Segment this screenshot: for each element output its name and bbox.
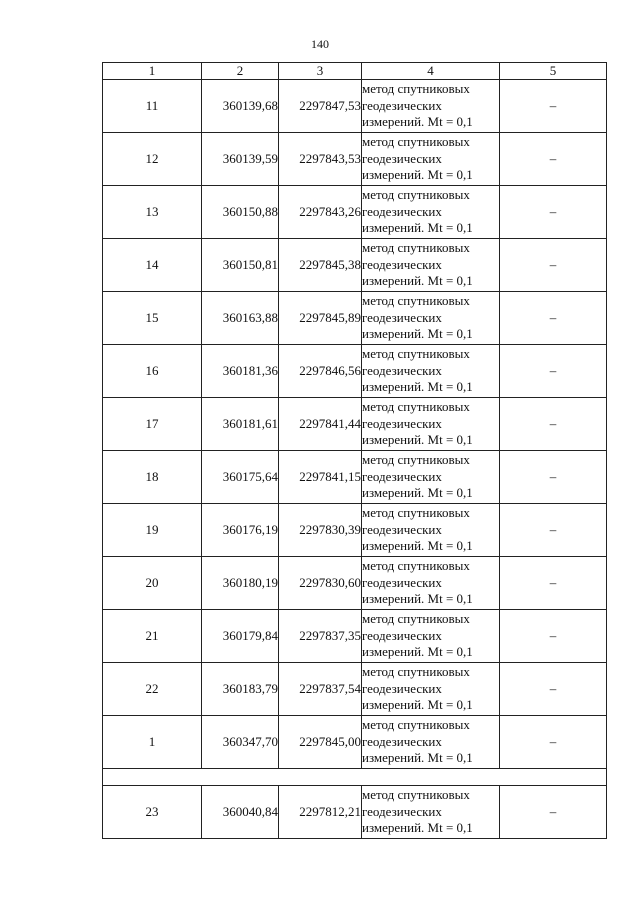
point-number: 19 <box>103 504 202 557</box>
x-coordinate: 360176,19 <box>202 504 279 557</box>
method-line: метод спутниковых <box>362 558 470 574</box>
method-line: геодезических <box>362 150 442 166</box>
point-number: 23 <box>103 786 202 839</box>
method-line: метод спутниковых <box>362 187 470 203</box>
y-coordinate: 2297843,53 <box>279 133 362 186</box>
method-line: геодезических <box>362 733 442 749</box>
method-cell <box>362 239 500 292</box>
table-row <box>103 557 607 610</box>
table-row <box>103 80 607 133</box>
note-cell: – <box>500 239 607 292</box>
method-line: метод спутниковых <box>362 399 470 415</box>
y-coordinate: 2297845,38 <box>279 239 362 292</box>
method-line: измерений. Mt = 0,1 <box>362 697 473 713</box>
note-cell: – <box>500 610 607 663</box>
note-cell: – <box>500 786 607 839</box>
method-line: метод спутниковых <box>362 293 470 309</box>
method-line: геодезических <box>362 256 442 272</box>
x-coordinate: 360139,68 <box>202 80 279 133</box>
method-line: метод спутниковых <box>362 346 470 362</box>
x-coordinate: 360150,88 <box>202 186 279 239</box>
spacer-cell <box>103 769 607 786</box>
method-line: измерений. Mt = 0,1 <box>362 167 473 183</box>
x-coordinate: 360040,84 <box>202 786 279 839</box>
table-row <box>103 239 607 292</box>
y-coordinate: 2297837,35 <box>279 610 362 663</box>
method-line: метод спутниковых <box>362 505 470 521</box>
table-row <box>103 345 607 398</box>
point-number: 16 <box>103 345 202 398</box>
note-cell: – <box>500 451 607 504</box>
note-cell: – <box>500 80 607 133</box>
method-line: геодезических <box>362 415 442 431</box>
note-cell: – <box>500 398 607 451</box>
table-row <box>103 610 607 663</box>
table-row <box>103 504 607 557</box>
y-coordinate: 2297841,15 <box>279 451 362 504</box>
y-coordinate: 2297812,21 <box>279 786 362 839</box>
point-number: 1 <box>103 716 202 769</box>
method-cell <box>362 398 500 451</box>
y-coordinate: 2297846,56 <box>279 345 362 398</box>
method-line: геодезических <box>362 309 442 325</box>
method-line: измерений. Mt = 0,1 <box>362 591 473 607</box>
note-cell: – <box>500 716 607 769</box>
point-number: 14 <box>103 239 202 292</box>
header-col-4: 4 <box>362 63 500 80</box>
method-cell <box>362 451 500 504</box>
table-header <box>103 63 607 80</box>
method-line: метод спутниковых <box>362 452 470 468</box>
note-cell: – <box>500 557 607 610</box>
method-cell <box>362 716 500 769</box>
method-cell <box>362 186 500 239</box>
note-cell: – <box>500 186 607 239</box>
point-number: 18 <box>103 451 202 504</box>
header-col-5: 5 <box>500 63 607 80</box>
table-row <box>103 186 607 239</box>
point-number: 22 <box>103 663 202 716</box>
y-coordinate: 2297847,53 <box>279 80 362 133</box>
table-row <box>103 716 607 769</box>
table-row <box>103 133 607 186</box>
method-line: геодезических <box>362 362 442 378</box>
note-cell: – <box>500 504 607 557</box>
coordinates-table <box>102 62 607 839</box>
method-line: геодезических <box>362 680 442 696</box>
table-body <box>103 80 607 839</box>
method-line: измерений. Mt = 0,1 <box>362 114 473 130</box>
method-cell <box>362 133 500 186</box>
method-line: геодезических <box>362 521 442 537</box>
method-line: метод спутниковых <box>362 134 470 150</box>
method-line: метод спутниковых <box>362 787 470 803</box>
point-number: 17 <box>103 398 202 451</box>
method-line: геодезических <box>362 203 442 219</box>
method-line: геодезических <box>362 468 442 484</box>
x-coordinate: 360150,81 <box>202 239 279 292</box>
y-coordinate: 2297837,54 <box>279 663 362 716</box>
method-line: измерений. Mt = 0,1 <box>362 220 473 236</box>
point-number: 13 <box>103 186 202 239</box>
method-cell <box>362 663 500 716</box>
method-line: метод спутниковых <box>362 611 470 627</box>
method-cell <box>362 80 500 133</box>
table-row <box>103 292 607 345</box>
method-cell <box>362 786 500 839</box>
method-line: метод спутниковых <box>362 81 470 97</box>
x-coordinate: 360163,88 <box>202 292 279 345</box>
point-number: 11 <box>103 80 202 133</box>
note-cell: – <box>500 345 607 398</box>
y-coordinate: 2297845,00 <box>279 716 362 769</box>
method-line: геодезических <box>362 803 442 819</box>
method-line: геодезических <box>362 574 442 590</box>
x-coordinate: 360183,79 <box>202 663 279 716</box>
method-line: измерений. Mt = 0,1 <box>362 485 473 501</box>
spacer-row <box>103 769 607 786</box>
x-coordinate: 360180,19 <box>202 557 279 610</box>
point-number: 15 <box>103 292 202 345</box>
method-line: измерений. Mt = 0,1 <box>362 273 473 289</box>
method-line: измерений. Mt = 0,1 <box>362 538 473 554</box>
method-cell <box>362 345 500 398</box>
method-cell <box>362 504 500 557</box>
x-coordinate: 360181,61 <box>202 398 279 451</box>
method-line: геодезических <box>362 627 442 643</box>
table-row <box>103 786 607 839</box>
header-row <box>103 63 607 80</box>
page-number: 140 <box>311 37 329 51</box>
method-line: измерений. Mt = 0,1 <box>362 432 473 448</box>
method-line: измерений. Mt = 0,1 <box>362 750 473 766</box>
point-number: 21 <box>103 610 202 663</box>
x-coordinate: 360179,84 <box>202 610 279 663</box>
header-col-1: 1 <box>103 63 202 80</box>
header-col-3: 3 <box>279 63 362 80</box>
y-coordinate: 2297830,39 <box>279 504 362 557</box>
x-coordinate: 360347,70 <box>202 716 279 769</box>
table-row <box>103 451 607 504</box>
y-coordinate: 2297845,89 <box>279 292 362 345</box>
method-line: геодезических <box>362 97 442 113</box>
method-line: метод спутниковых <box>362 717 470 733</box>
method-cell <box>362 292 500 345</box>
x-coordinate: 360175,64 <box>202 451 279 504</box>
y-coordinate: 2297841,44 <box>279 398 362 451</box>
method-line: измерений. Mt = 0,1 <box>362 379 473 395</box>
header-col-2: 2 <box>202 63 279 80</box>
method-cell <box>362 610 500 663</box>
point-number: 20 <box>103 557 202 610</box>
method-line: измерений. Mt = 0,1 <box>362 326 473 342</box>
method-line: измерений. Mt = 0,1 <box>362 820 473 836</box>
y-coordinate: 2297830,60 <box>279 557 362 610</box>
note-cell: – <box>500 292 607 345</box>
table-row <box>103 663 607 716</box>
method-line: метод спутниковых <box>362 664 470 680</box>
x-coordinate: 360181,36 <box>202 345 279 398</box>
method-cell <box>362 557 500 610</box>
table-row <box>103 398 607 451</box>
method-line: метод спутниковых <box>362 240 470 256</box>
x-coordinate: 360139,59 <box>202 133 279 186</box>
y-coordinate: 2297843,26 <box>279 186 362 239</box>
point-number: 12 <box>103 133 202 186</box>
method-line: измерений. Mt = 0,1 <box>362 644 473 660</box>
note-cell: – <box>500 663 607 716</box>
note-cell: – <box>500 133 607 186</box>
